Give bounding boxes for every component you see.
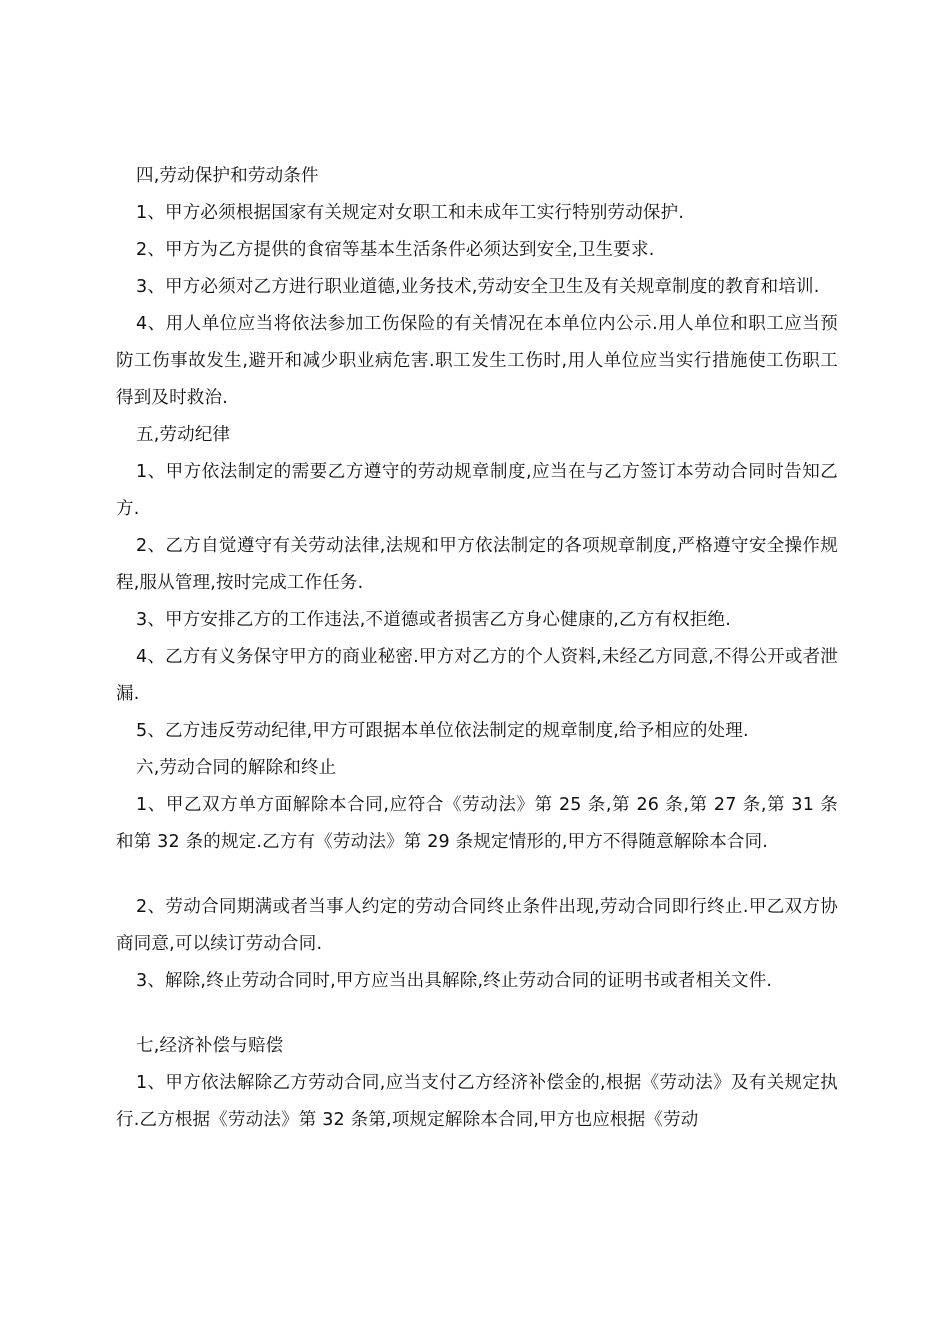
paragraph: 5、乙方违反劳动纪律,甲方可跟据本单位依法制定的规章制度,给予相应的处理. xyxy=(136,721,749,741)
paragraph: 4、乙方有义务保守甲方的商业秘密.甲方对乙方的个人资料,未经乙方同意,不得公开或者泄漏. xyxy=(116,647,838,704)
paragraph-spacer xyxy=(116,1000,838,1028)
paragraph: 1、甲方依法制定的需要乙方遵守的劳动规章制度,应当在与乙方签订本劳动合同时告知乙方. xyxy=(116,462,838,519)
paragraph: 1、甲方必须根据国家有关规定对女职工和未成年工实行特别劳动保护. xyxy=(136,203,685,223)
section-heading: 五,劳动纪律 xyxy=(136,425,231,445)
section-heading: 七,经济补偿与赔偿 xyxy=(136,1036,284,1056)
paragraph: 1、甲乙双方单方面解除本合同,应符合《劳动法》第 25 条,第 26 条,第 27 条,第 31 条和第 32 条的规定.乙方有《劳动法》第 29 条规定情形的,甲方不得随意解除本合同. xyxy=(116,795,838,852)
document-body xyxy=(116,158,838,1139)
paragraph: 3、甲方必须对乙方进行职业道德,业务技术,劳动安全卫生及有关规章制度的教育和培训. xyxy=(136,277,820,297)
paragraph: 3、甲方安排乙方的工作违法,不道德或者损害乙方身心健康的,乙方有权拒绝. xyxy=(136,610,732,630)
paragraph: 2、劳动合同期满或者当事人约定的劳动合同终止条件出现,劳动合同即行终止.甲乙双方协商同意,可以续订劳动合同. xyxy=(116,897,838,954)
section-heading: 六,劳动合同的解除和终止 xyxy=(136,758,337,778)
section-heading: 四,劳动保护和劳动条件 xyxy=(136,166,319,186)
paragraph: 2、甲方为乙方提供的食宿等基本生活条件必须达到安全,卫生要求. xyxy=(136,240,655,260)
paragraph: 1、甲方依法解除乙方劳动合同,应当支付乙方经济补偿金的,根据《劳动法》及有关规定执行.乙方根据《劳动法》第 32 条第,项规定解除本合同,甲方也应根据《劳动 xyxy=(116,1073,838,1130)
paragraph: 3、解除,终止劳动合同时,甲方应当出具解除,终止劳动合同的证明书或者相关文件. xyxy=(136,971,773,991)
paragraph: 4、用人单位应当将依法参加工伤保险的有关情况在本单位内公示.用人单位和职工应当预防工伤事故发生,避开和减少职业病危害.职工发生工伤时,用人单位应当实行措施使工伤职工得到及时救治. xyxy=(116,314,838,408)
paragraph-spacer xyxy=(116,861,838,889)
paragraph: 2、乙方自觉遵守有关劳动法律,法规和甲方依法制定的各项规章制度,严格遵守安全操作规程,服从管理,按时完成工作任务. xyxy=(116,536,838,593)
